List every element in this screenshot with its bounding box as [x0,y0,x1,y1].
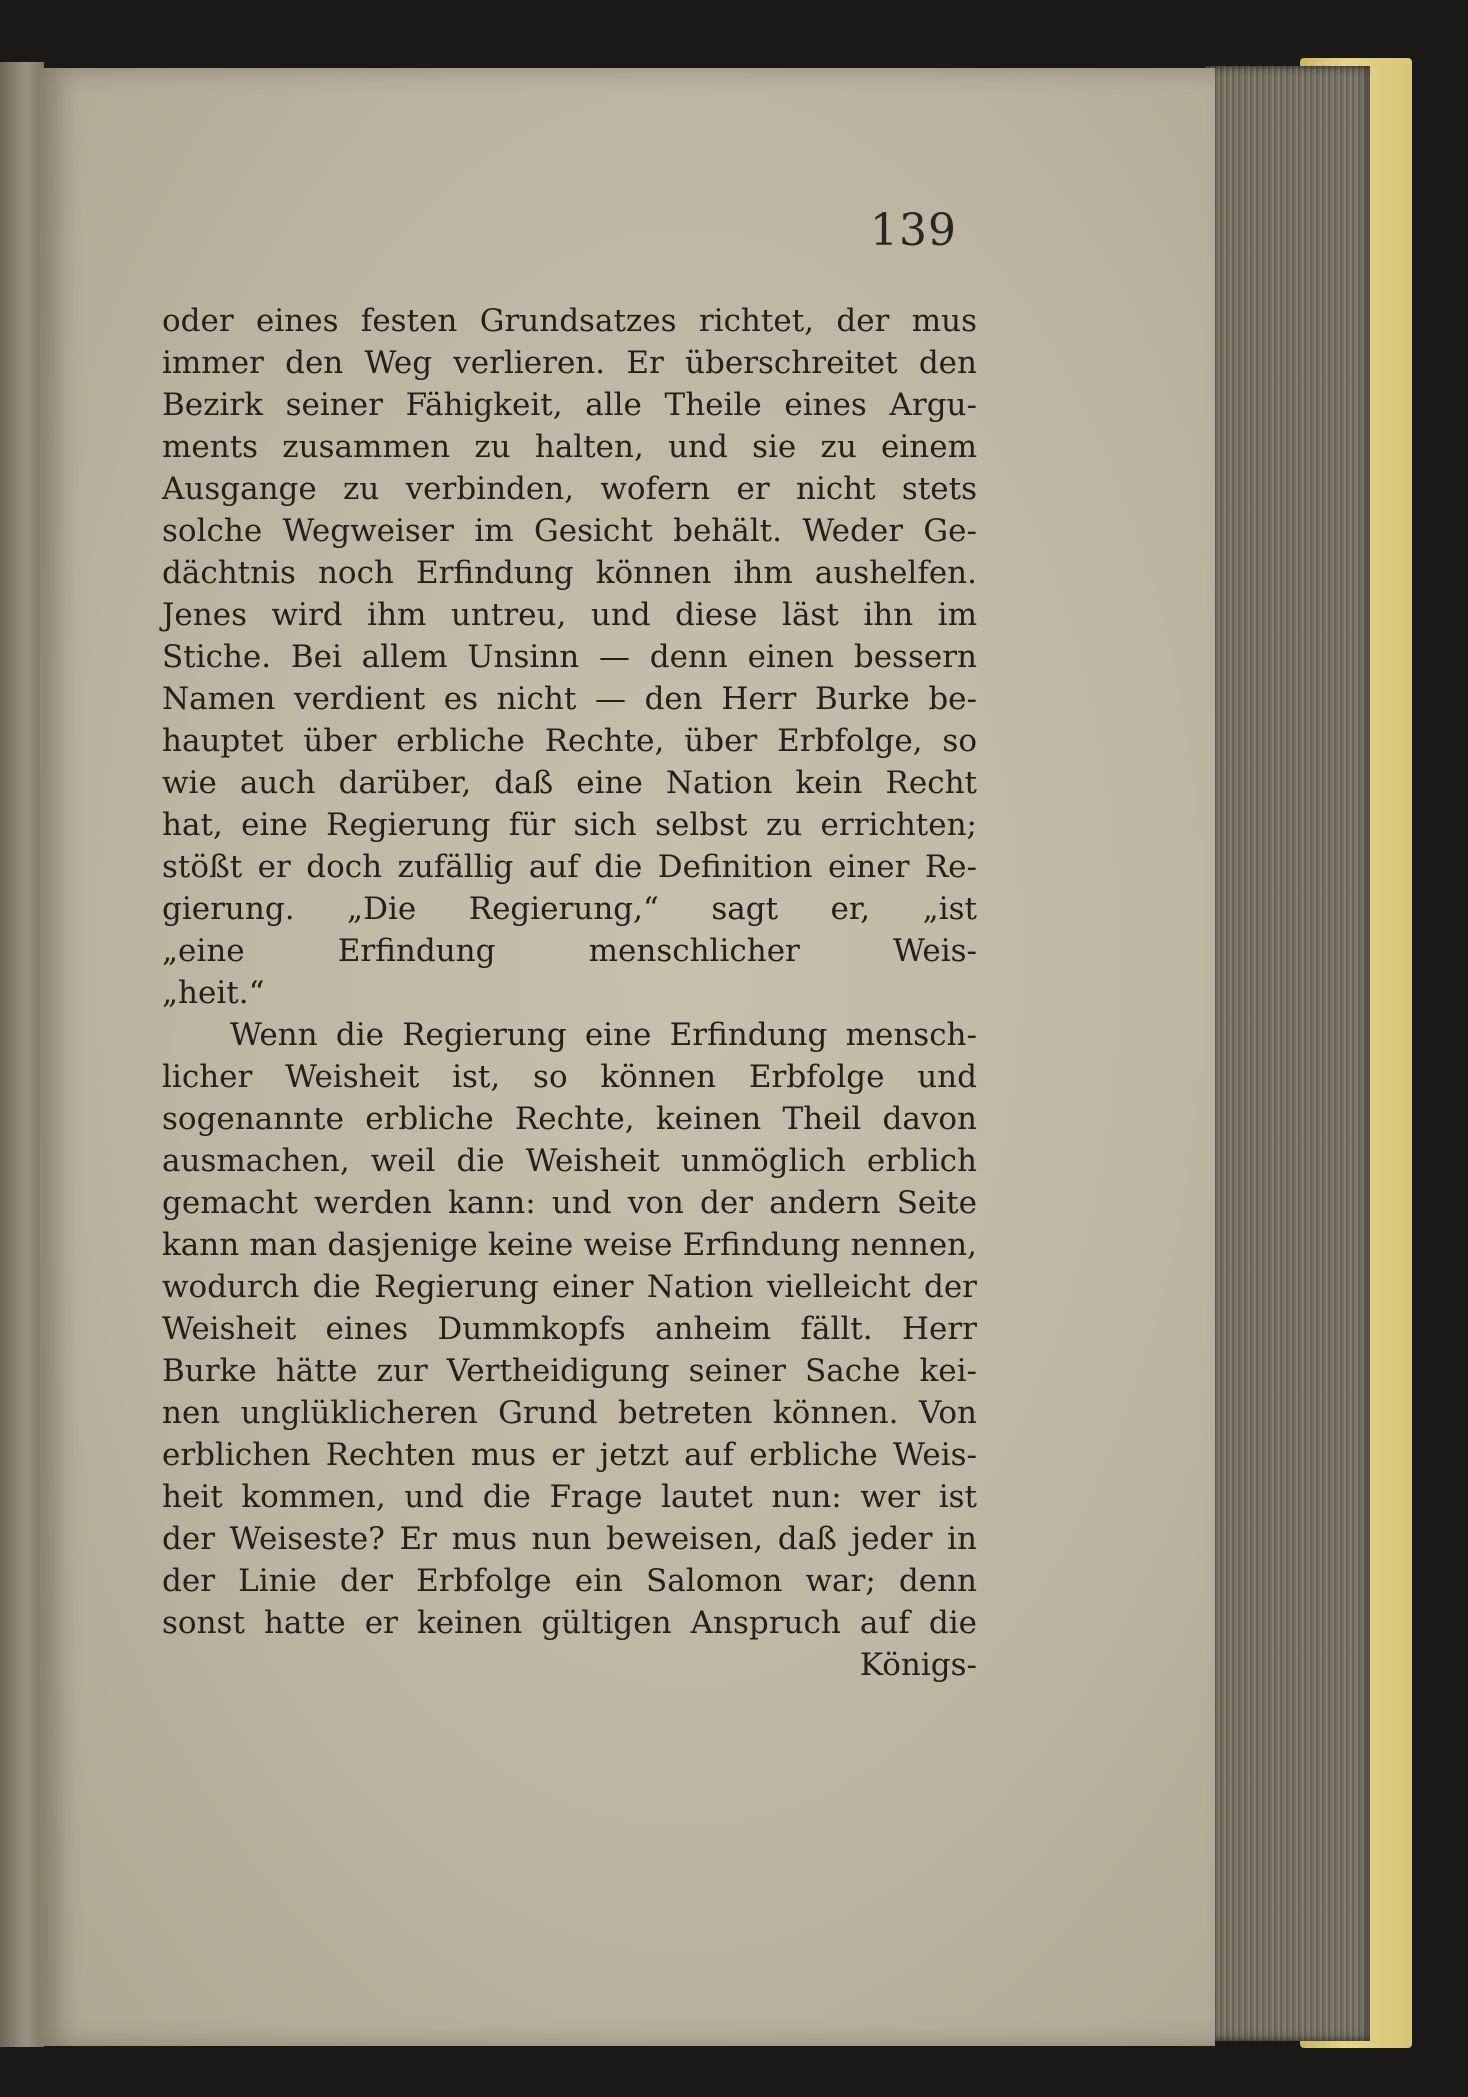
text-line: „heit.“ [162,975,265,1011]
text-line: ments zusammen zu halten, und sie zu einem [162,429,977,465]
text-line: solche Wegweiser im Gesicht behält. Weder Ge- [162,513,977,549]
text-line: der Linie der Erbfolge ein Salomon war; denn [162,1563,977,1599]
text-line: gierung. „Die Regierung,“ sagt er, „ist [162,891,977,927]
text-line: immer den Weg verlieren. Er überschreitet den [162,345,977,381]
text-line: „eine Erfindung menschlicher Weis- [162,933,977,969]
text-line: gemacht werden kann: und von der andern Seite [162,1185,977,1221]
text-line: sonst hatte er keinen gültigen Anspruch auf die [162,1605,977,1641]
text-line: Bezirk seiner Fähigkeit, alle Theile eines Argu- [162,387,977,423]
text-line: Ausgange zu verbinden, wofern er nicht stets [162,471,977,507]
text-line: hat, eine Regierung für sich selbst zu errichten; [162,807,977,843]
text-line: Burke hätte zur Vertheidigung seiner Sache kei- [162,1353,977,1389]
paragraph-first-line: Wenn die Regierung eine Erfindung mensch- [230,1017,977,1053]
text-line: Jenes wird ihm untreu, und diese läst ihn im [162,597,977,633]
text-line: oder eines festen Grundsatzes richtet, der mus [162,303,977,339]
page-number: 139 [870,205,957,256]
text-line: kann man dasjenige keine weise Erfindung nennen, [162,1227,977,1263]
text-line: Namen verdient es nicht — den Herr Burke be- [162,681,977,717]
text-line: Weisheit eines Dummkopfs anheim fällt. Herr [162,1311,977,1347]
text-line: licher Weisheit ist, so können Erbfolge und [162,1059,977,1095]
text-line: wodurch die Regierung einer Nation vielleicht der [162,1269,977,1305]
text-line: hauptet über erbliche Rechte, über Erbfolge, so [162,723,977,759]
text-line: der Weiseste? Er mus nun beweisen, daß jeder in [162,1521,977,1557]
text-line: wie auch darüber, daß eine Nation kein Recht [162,765,977,801]
left-page-edge [0,62,44,2047]
catchword: Königs- [859,1647,977,1683]
text-line: stößt er doch zufällig auf die Definition einer Re- [162,849,977,885]
text-line: erblichen Rechten mus er jetzt auf erbliche Weis- [162,1437,977,1473]
text-line: nen unglüklicheren Grund betreten können. Von [162,1395,977,1431]
text-line: sogenannte erbliche Rechte, keinen Theil davon [162,1101,977,1137]
text-line: ausmachen, weil die Weisheit unmöglich erblich [162,1143,977,1179]
page-fore-edge [1205,66,1370,2041]
text-line: heit kommen, und die Frage lautet nun: wer ist [162,1479,977,1515]
text-line: dächtnis noch Erfindung können ihm aushelfen. [162,555,977,591]
text-line: Stiche. Bei allem Unsinn — denn einen bessern [162,639,977,675]
